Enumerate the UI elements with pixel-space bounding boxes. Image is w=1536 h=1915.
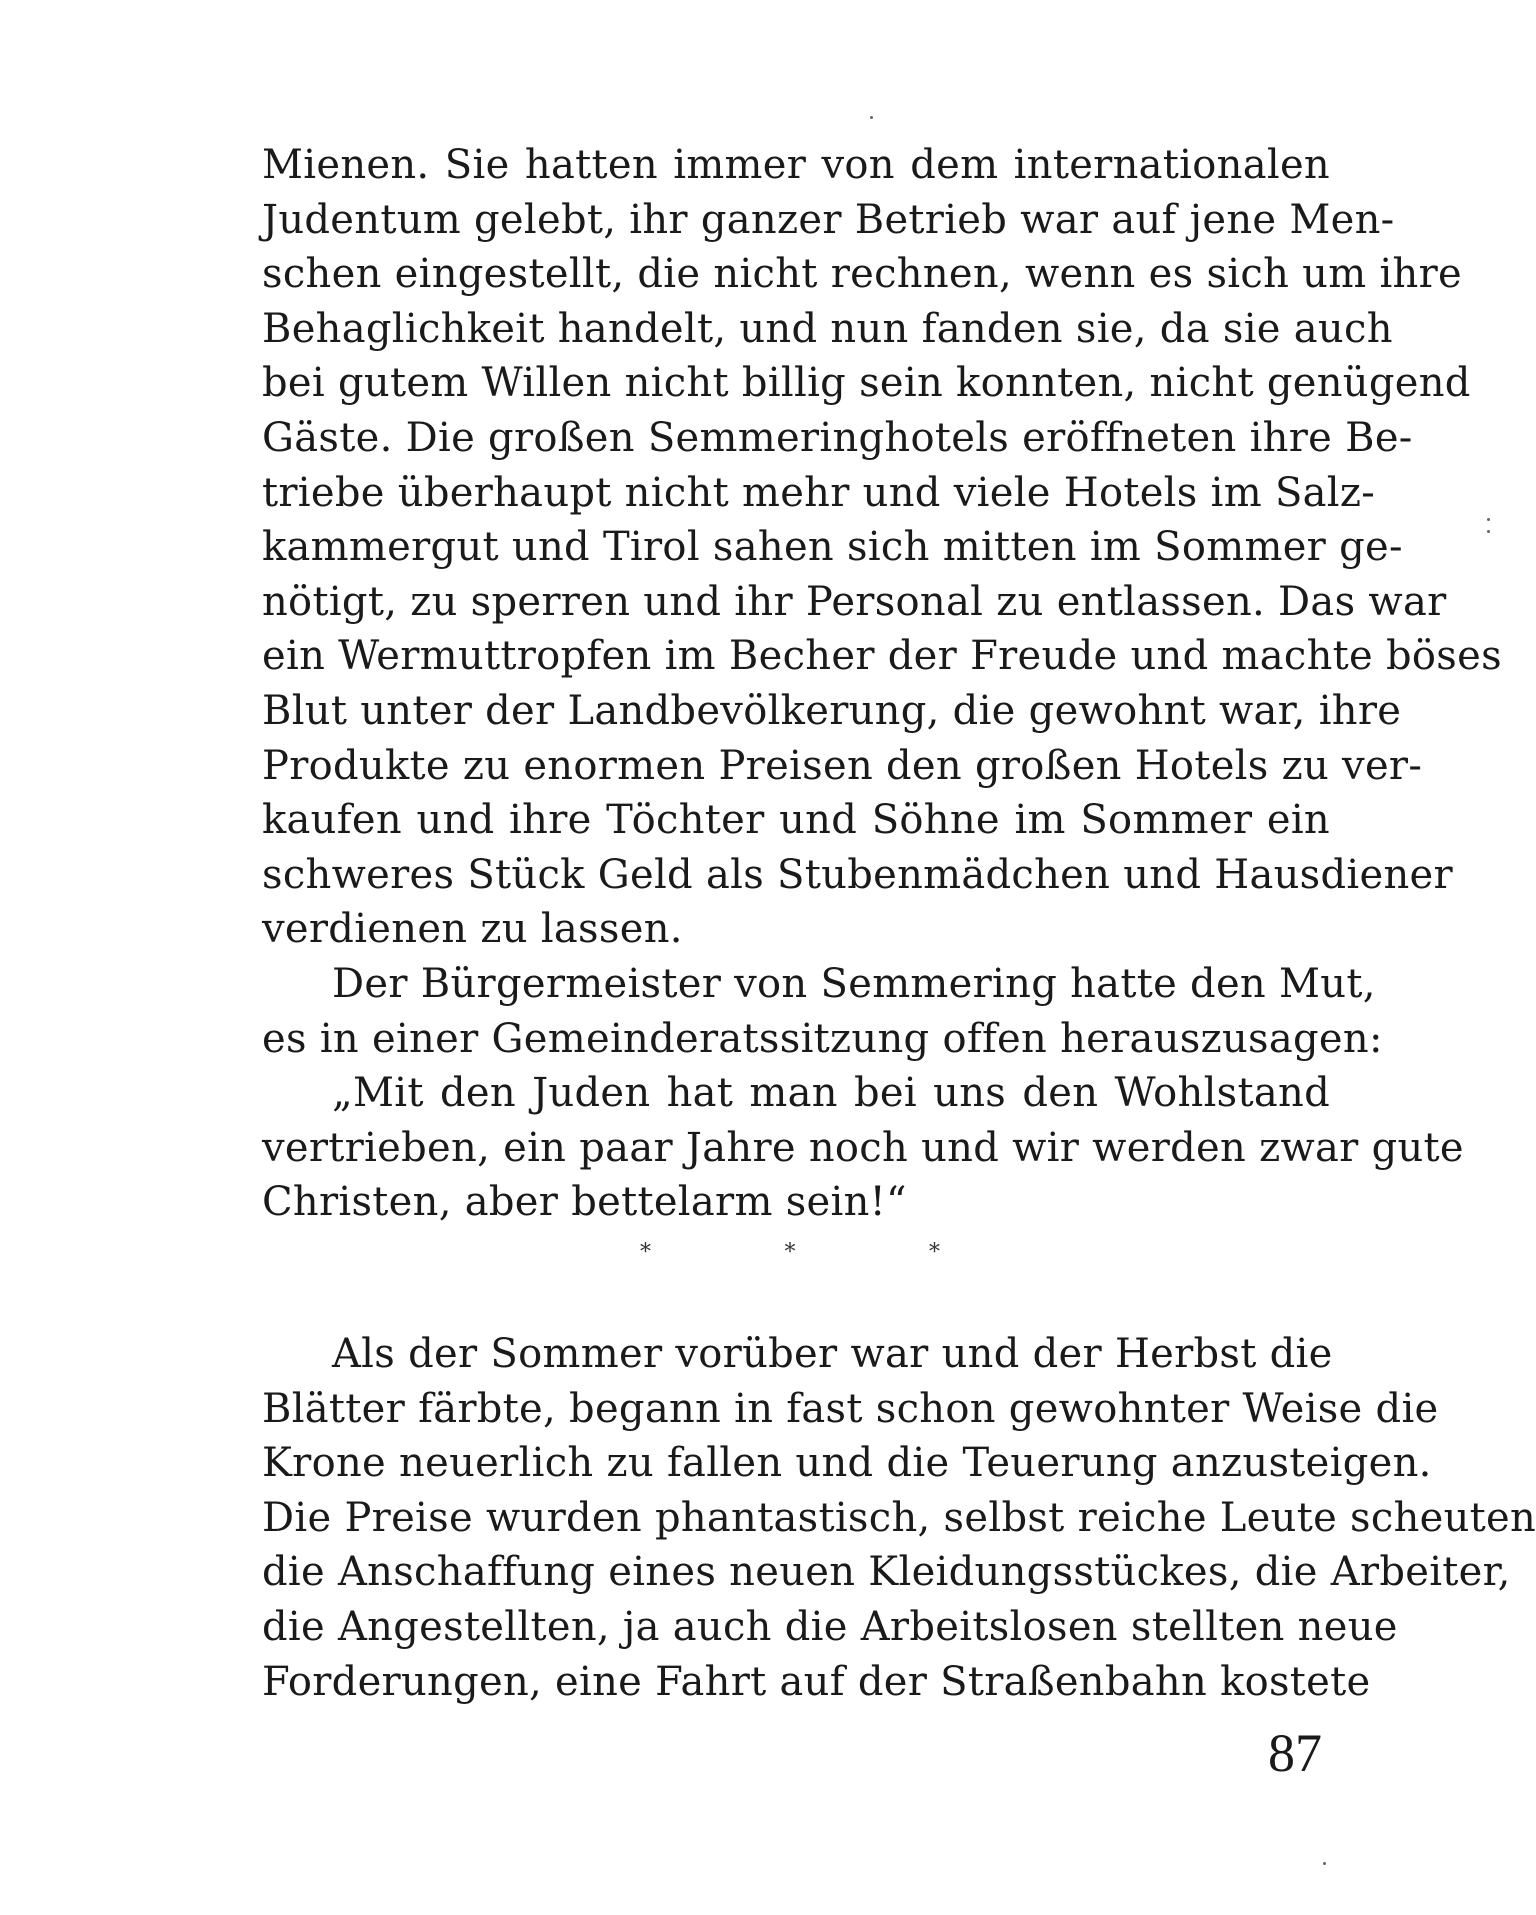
asterisk: *	[640, 1240, 651, 1265]
text-line: „Mit den Juden hat man bei uns den Wohlstand	[332, 1070, 1330, 1117]
text-line: Behaglichkeit handelt, und nun fanden sie, da sie auch	[262, 305, 1393, 352]
text-line: die Anschaffung eines neuen Kleidungsstückes, die Arbeiter,	[262, 1549, 1511, 1596]
text-line: nötigt, zu sperren und ihr Personal zu entlassen. Das war	[262, 578, 1447, 625]
text-line: bei gutem Willen nicht billig sein konnten, nicht genügend	[262, 360, 1471, 407]
text-line: Gäste. Die großen Semmeringhotels eröffneten ihre Be-	[262, 414, 1413, 461]
text-block-lower	[262, 1327, 1536, 1709]
text-line: kaufen und ihre Töchter und Söhne im Sommer ein	[262, 797, 1330, 844]
paper-speck	[1487, 518, 1490, 521]
text-line: schen eingestellt, die nicht rechnen, wenn es sich um ihre	[262, 251, 1462, 298]
text-line: Christen, aber bettelarm sein!“	[262, 1179, 907, 1226]
paragraph-autumn	[262, 1327, 1536, 1709]
text-line: Blut unter der Landbevölkerung, die gewohnt war, ihre	[262, 687, 1402, 734]
text-line: Als der Sommer vorüber war und der Herbst die	[332, 1331, 1333, 1377]
paragraph-mayor	[262, 957, 1383, 1066]
text-line: kammergut und Tirol sahen sich mitten im Sommer ge-	[262, 524, 1403, 571]
paragraph-quote	[262, 1066, 1464, 1230]
text-line: vertrieben, ein paar Jahre noch und wir werden zwar gute	[262, 1124, 1464, 1171]
text-line: Judentum gelebt, ihr ganzer Betrieb war auf jene Men-	[262, 196, 1395, 243]
text-line: verdienen zu lassen.	[262, 906, 683, 953]
text-line: Produkte zu enormen Preisen den großen Hotels zu ver-	[262, 742, 1423, 789]
text-line: ein Wermuttropfen im Becher der Freude und machte böses	[262, 633, 1502, 680]
paper-speck	[870, 116, 873, 119]
asterisk: *	[784, 1240, 796, 1265]
text-line: Mienen. Sie hatten immer von dem internationalen	[262, 142, 1330, 188]
text-line: schweres Stück Geld als Stubenmädchen und Hausdiener	[262, 851, 1453, 898]
section-separator	[640, 1240, 940, 1265]
text-line: die Angestellten, ja auch die Arbeitslosen stellten neue	[262, 1603, 1398, 1650]
paper-speck	[1487, 530, 1490, 533]
text-line: Der Bürgermeister von Semmering hatte den Mut,	[332, 960, 1376, 1007]
text-line: Forderungen, eine Fahrt auf der Straßenbahn kostete	[262, 1658, 1371, 1705]
paper-speck	[1323, 1862, 1326, 1865]
text-block-upper	[262, 138, 1502, 1230]
asterisk: *	[929, 1240, 940, 1265]
text-line: Krone neuerlich zu fallen und die Teuerung anzusteigen.	[262, 1440, 1432, 1487]
text-line: Die Preise wurden phantastisch, selbst reiche Leute scheuten	[262, 1494, 1536, 1541]
paragraph-continued	[262, 138, 1502, 957]
text-line: es in einer Gemeinderatssitzung offen herauszusagen:	[262, 1015, 1383, 1062]
text-line: triebe überhaupt nicht mehr und viele Hotels im Salz-	[262, 469, 1376, 516]
text-line: Blätter färbte, begann in fast schon gewohnter Weise die	[262, 1385, 1439, 1432]
page-number: 87	[1268, 1723, 1322, 1783]
